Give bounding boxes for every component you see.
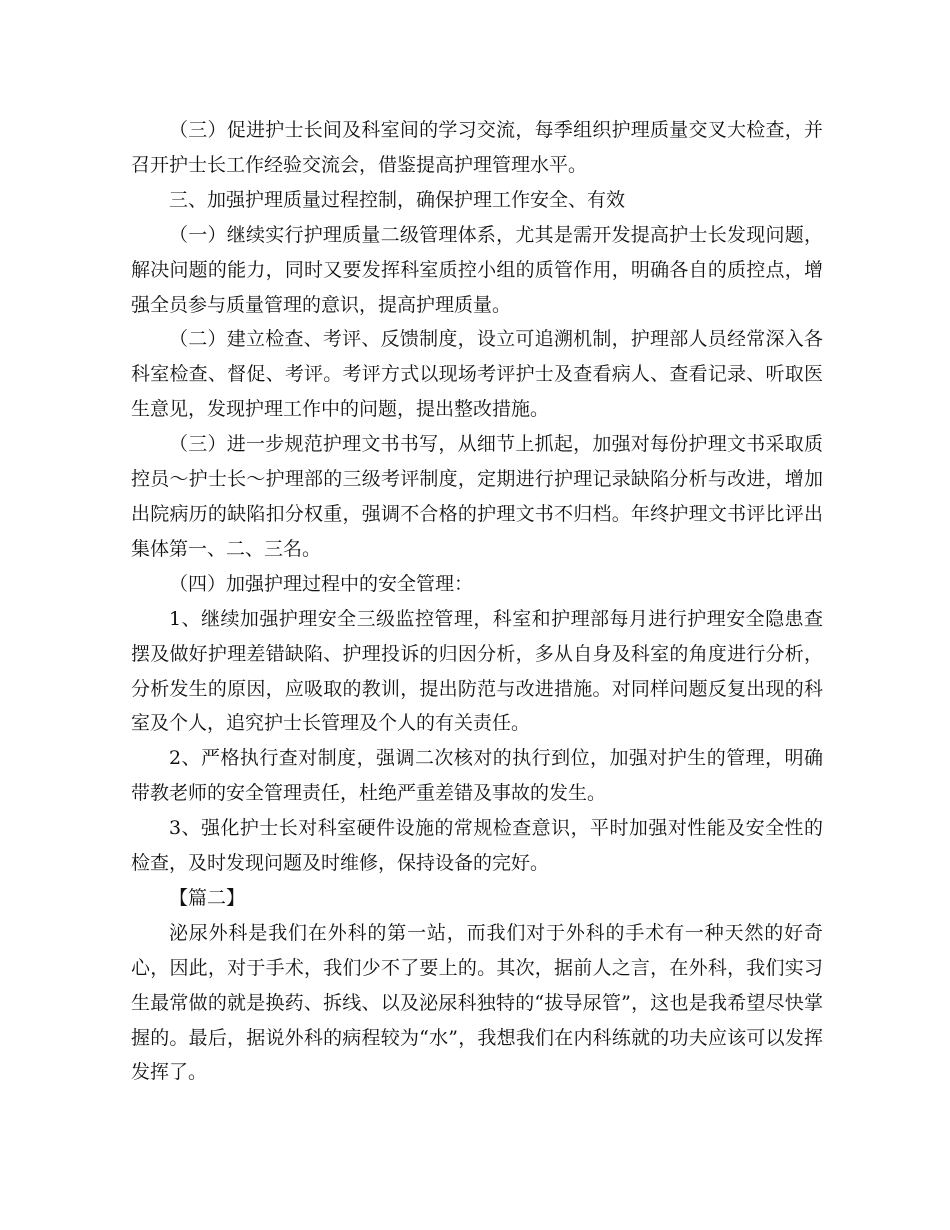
section-heading-part-two: 【篇二】 — [169, 886, 246, 909]
paragraph-inspection-evaluation: （二）建立检查、考评、反馈制度，设立可追溯机制，护理部人员经常深入各科室检查、督促、考评。考评方式以现场考评护士及查看病人、查看记录、听取医生意见，发现护理工作中的问题，提出整改措施。 — [131, 328, 823, 421]
paragraph-nursing-documents: （三）进一步规范护理文书书写，从细节上抓起，加强对每份护理文书采取质控员～护士长～护理部的三级考评制度，定期进行护理记录缺陷分析与改进，增加出院病历的缺陷扣分权重，强调不合格的护理文书不归档。年终护理文书评比评出集体第一、二、三名。 — [131, 433, 823, 560]
section-heading-quality-control: 三、加强护理质量过程控制，确保护理工作安全、有效 — [169, 188, 626, 211]
paragraph-safety-item-3: 3、强化护士长对科室硬件设施的常规检查意识，平时加强对性能及安全性的检查，及时发现问题及时维修，保持设备的完好。 — [131, 817, 823, 875]
paragraph-two-level-management: （一）继续实行护理质量二级管理体系，尤其是需开发提高护士长发现问题，解决问题的能力，同时又要发挥科室质控小组的质管作用，明确各自的质控点，增强全员参与质量管理的意识，提高护理质量。 — [131, 223, 823, 316]
document-body — [131, 113, 823, 1090]
paragraph-safety-item-1: 1、继续加强护理安全三级监控管理，科室和护理部每月进行护理安全隐患查摆及做好护理差错缺陷、护理投诉的归因分析，多从自身及科室的角度进行分析，分析发生的原因，应吸取的教训，提出防范与改进措施。对同样问题反复出现的科室及个人，追究护士长管理及个人的有关责任。 — [131, 607, 823, 735]
paragraph-exchange-meeting: （三）促进护士长间及科室间的学习交流，每季组织护理质量交叉大检查，并召开护士长工作经验交流会，借鉴提高护理管理水平。 — [131, 119, 823, 176]
paragraph-safety-management-heading: （四）加强护理过程中的安全管理： — [169, 572, 474, 595]
paragraph-urology-intro: 泌尿外科是我们在外科的第一站，而我们对于外科的手术有一种天然的好奇心，因此，对于手术，我们少不了要上的。其次，据前人之言，在外科，我们实习生最常做的就是换药、拆线、以及泌尿科独特的“拔导尿管”，这也是我希望尽快掌握的。最后，据说外科的病程较为“水”，我想我们在内科练就的功夫应该可以发挥发挥了。 — [131, 921, 823, 1084]
paragraph-safety-item-2: 2、严格执行查对制度，强调二次核对的执行到位，加强对护生的管理，明确带教老师的安全管理责任，杜绝严重差错及事故的发生。 — [131, 747, 823, 805]
